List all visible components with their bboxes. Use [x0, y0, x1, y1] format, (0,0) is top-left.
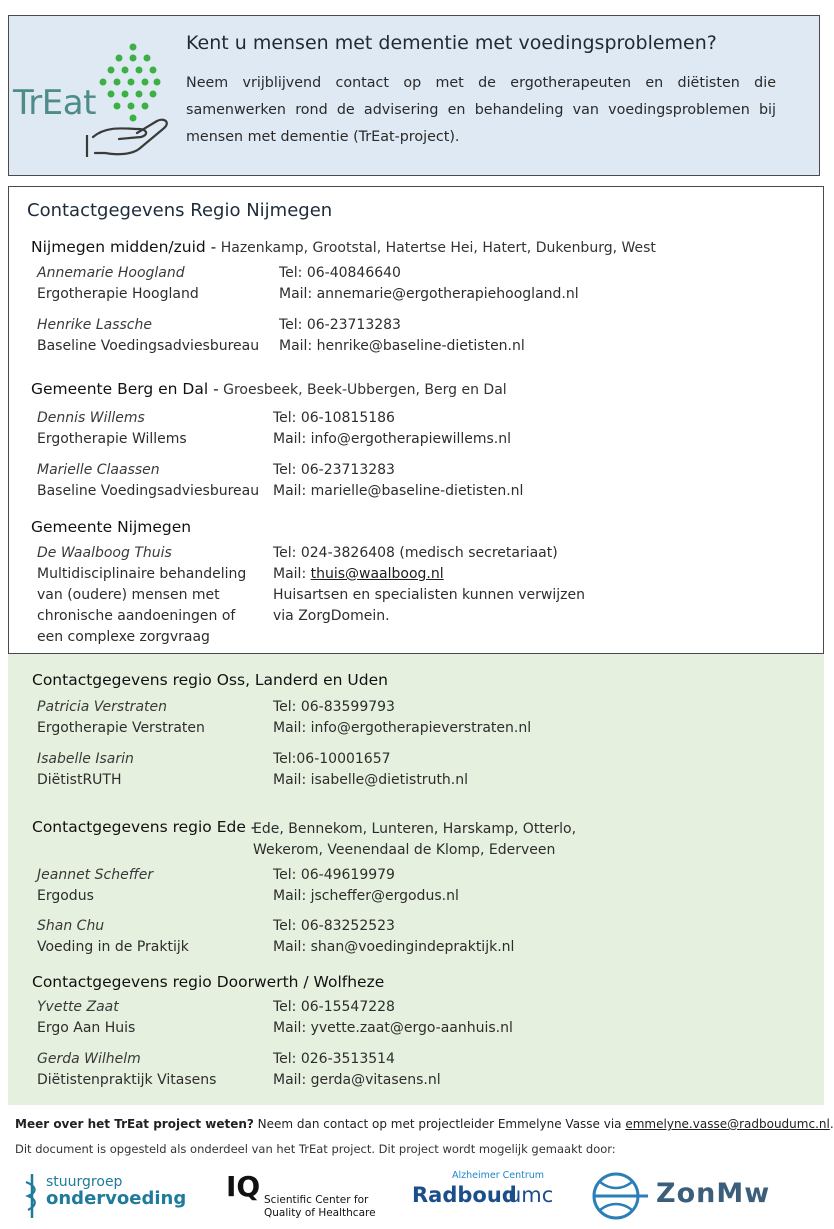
- contact-desc-line: een complexe zorgvraag: [37, 629, 210, 645]
- footer-text: Neem dan contact op met projectleider Emmelyne Vasse via: [253, 1117, 626, 1131]
- oss-title: Contactgegevens regio Oss, Landerd en Uden: [32, 671, 388, 689]
- iq-mark: IQ: [226, 1170, 261, 1203]
- contact-details: [273, 460, 523, 502]
- contact-details: [273, 543, 585, 627]
- contact-name: Annemarie Hoogland: [37, 265, 185, 281]
- contact-name: De Waalboog Thuis: [37, 545, 172, 561]
- umc-text: umc: [508, 1183, 554, 1207]
- ede-title: Contactgegevens regio Ede -: [32, 818, 257, 836]
- contact-card: [37, 1049, 216, 1091]
- contact-name: Dennis Willems: [37, 410, 145, 426]
- contact-mail: Mail: jscheffer@ergodus.nl: [273, 888, 459, 904]
- nijmegen-title: Contactgegevens Regio Nijmegen: [27, 200, 333, 221]
- contact-name: Jeannet Scheffer: [37, 867, 154, 883]
- contact-desc-line: Multidisciplinaire behandeling: [37, 566, 247, 582]
- contact-details: [273, 749, 468, 791]
- contact-org: DiëtistRUTH: [37, 772, 122, 788]
- contact-name: Henrike Lassche: [37, 317, 152, 333]
- contact-org: Ergotherapie Hoogland: [37, 286, 199, 302]
- contact-card: [37, 916, 189, 958]
- project-leader-mail-link[interactable]: emmelyne.vasse@radboudumc.nl: [625, 1117, 830, 1131]
- contact-org: Ergodus: [37, 888, 94, 904]
- contact-name: Isabelle Isarin: [37, 751, 134, 767]
- doorwerth-title: Contactgegevens regio Doorwerth / Wolfheze: [32, 973, 385, 991]
- radboud-top-text: Alzheimer Centrum: [452, 1170, 545, 1181]
- zonmw-logo: [588, 1168, 788, 1223]
- ondervoeding-text: ondervoeding: [46, 1188, 187, 1209]
- contact-card: [37, 315, 259, 357]
- footer-sponsors-note: Dit document is opgesteld als onderdeel van het TrEat project. Dit project wordt mogelijk gemaakt door:: [15, 1142, 616, 1156]
- contact-mail: Mail: gerda@vitasens.nl: [273, 1072, 441, 1088]
- radboud-logo: [412, 1168, 552, 1223]
- berg-en-dal-heading: [31, 380, 507, 398]
- contact-tel: Tel: 06-83599793: [273, 699, 395, 715]
- globe-icon: [588, 1168, 654, 1224]
- intro-title: Kent u mensen met dementie met voedingsproblemen?: [186, 32, 717, 54]
- contact-org: Baseline Voedingsadviesbureau: [37, 338, 260, 354]
- contact-details: [273, 916, 514, 958]
- contact-tel: Tel: 06-23713283: [273, 462, 395, 478]
- contact-mail: Mail: marielle@baseline-dietisten.nl: [273, 483, 524, 499]
- contact-tel: Tel: 06-10815186: [273, 410, 395, 426]
- ede-areas-line: Ede, Bennekom, Lunteren, Harskamp, Otterlo,: [253, 821, 577, 837]
- contact-card: [37, 749, 134, 791]
- contact-tel: Tel: 06-40846640: [279, 265, 401, 281]
- contact-mail: [273, 564, 585, 585]
- contact-card: [37, 408, 187, 450]
- zonmw-text: ZonMw: [656, 1178, 771, 1209]
- iq-logo: [226, 1168, 386, 1223]
- contact-card: [37, 697, 205, 739]
- contact-org: Ergotherapie Verstraten: [37, 720, 205, 736]
- mail-prefix: Mail:: [273, 566, 311, 582]
- contact-details: [273, 697, 531, 739]
- contact-card: [37, 460, 259, 502]
- nijmegen-midden-heading: [31, 238, 656, 256]
- contact-mail: Mail: annemarie@ergotherapiehoogland.nl: [279, 286, 579, 302]
- stuurgroep-logo: [22, 1168, 187, 1223]
- contact-org: Voeding in de Praktijk: [37, 939, 189, 955]
- iq-line1: Scientific Center for: [264, 1194, 369, 1206]
- contact-org: Baseline Voedingsadviesbureau: [37, 483, 260, 499]
- nijmegen-midden-areas: Hazenkamp, Grootstal, Hatertse Hei, Hatert, Dukenburg, West: [216, 240, 656, 256]
- contact-tel: Tel: 06-49619979: [273, 867, 395, 883]
- berg-en-dal-label: Gemeente Berg en Dal -: [31, 380, 219, 398]
- contact-name: Shan Chu: [37, 918, 105, 934]
- contact-card: [37, 997, 135, 1039]
- intro-text: Neem vrijblijvend contact op met de ergotherapeuten en diëtisten die samenwerken rond de advisering en behandeling van voedingsproblemen bij mensen met dementie (TrEat-project).: [186, 75, 776, 145]
- gemeente-nijmegen-heading: Gemeente Nijmegen: [31, 518, 192, 536]
- footer-bold: Meer over het TrEat project weten?: [15, 1117, 254, 1131]
- staff-icon: [22, 1172, 42, 1220]
- contact-mail: Mail: isabelle@dietistruth.nl: [273, 772, 469, 788]
- contact-card: [37, 543, 246, 648]
- ede-areas-line: Wekerom, Veenendaal de Klomp, Ederveen: [253, 842, 556, 858]
- contact-card: [37, 865, 153, 907]
- contact-tel: Tel:06-10001657: [273, 751, 391, 767]
- contact-desc-line: van (oudere) mensen met: [37, 587, 220, 603]
- footer-info: [15, 1117, 834, 1131]
- footer-end: .: [829, 1117, 834, 1131]
- contact-name: Yvette Zaat: [37, 999, 119, 1015]
- contact-tel: Tel: 024-3826408 (medisch secretariaat): [273, 545, 558, 561]
- contact-mail: Mail: shan@voedingindepraktijk.nl: [273, 939, 515, 955]
- contact-details: [273, 408, 511, 450]
- referral-note: Huisartsen en specialisten kunnen verwijzen: [273, 587, 585, 603]
- radboud-text: Radboud: [412, 1183, 517, 1207]
- referral-note: via ZorgDomein.: [273, 608, 390, 624]
- contact-tel: Tel: 06-23713283: [279, 317, 401, 333]
- contact-org: Ergotherapie Willems: [37, 431, 187, 447]
- berg-en-dal-areas: Groesbeek, Beek-Ubbergen, Berg en Dal: [218, 382, 507, 398]
- contact-tel: Tel: 026-3513514: [273, 1051, 395, 1067]
- contact-org: Diëtistenpraktijk Vitasens: [37, 1072, 217, 1088]
- contact-mail: Mail: info@ergotherapiewillems.nl: [273, 431, 512, 447]
- contact-name: Gerda Wilhelm: [37, 1051, 141, 1067]
- nijmegen-midden-label: Nijmegen midden/zuid -: [31, 238, 217, 256]
- contact-desc-line: chronische aandoeningen of: [37, 608, 236, 624]
- contact-details: [279, 263, 579, 305]
- contact-org: Ergo Aan Huis: [37, 1020, 136, 1036]
- logo-text: TrEat: [13, 83, 96, 123]
- contact-tel: Tel: 06-83252523: [273, 918, 395, 934]
- hand-icon: [7, 25, 177, 160]
- contact-details: [273, 1049, 441, 1091]
- contact-name: Marielle Claassen: [37, 462, 160, 478]
- contact-name: Patricia Verstraten: [37, 699, 167, 715]
- contact-details: [273, 865, 459, 907]
- contact-details: [273, 997, 513, 1039]
- contact-details: [279, 315, 525, 357]
- waalboog-mail-link[interactable]: thuis@waalboog.nl: [310, 566, 444, 582]
- contact-mail: Mail: yvette.zaat@ergo-aanhuis.nl: [273, 1020, 513, 1036]
- ede-areas: [253, 819, 576, 861]
- contact-mail: Mail: info@ergotherapieverstraten.nl: [273, 720, 532, 736]
- contact-card: [37, 263, 199, 305]
- stuurgroep-text: stuurgroep: [46, 1174, 123, 1190]
- iq-line2: Quality of Healthcare: [264, 1207, 376, 1219]
- contact-mail: Mail: henrike@baseline-dietisten.nl: [279, 338, 525, 354]
- contact-tel: Tel: 06-15547228: [273, 999, 395, 1015]
- treat-logo: [7, 25, 177, 160]
